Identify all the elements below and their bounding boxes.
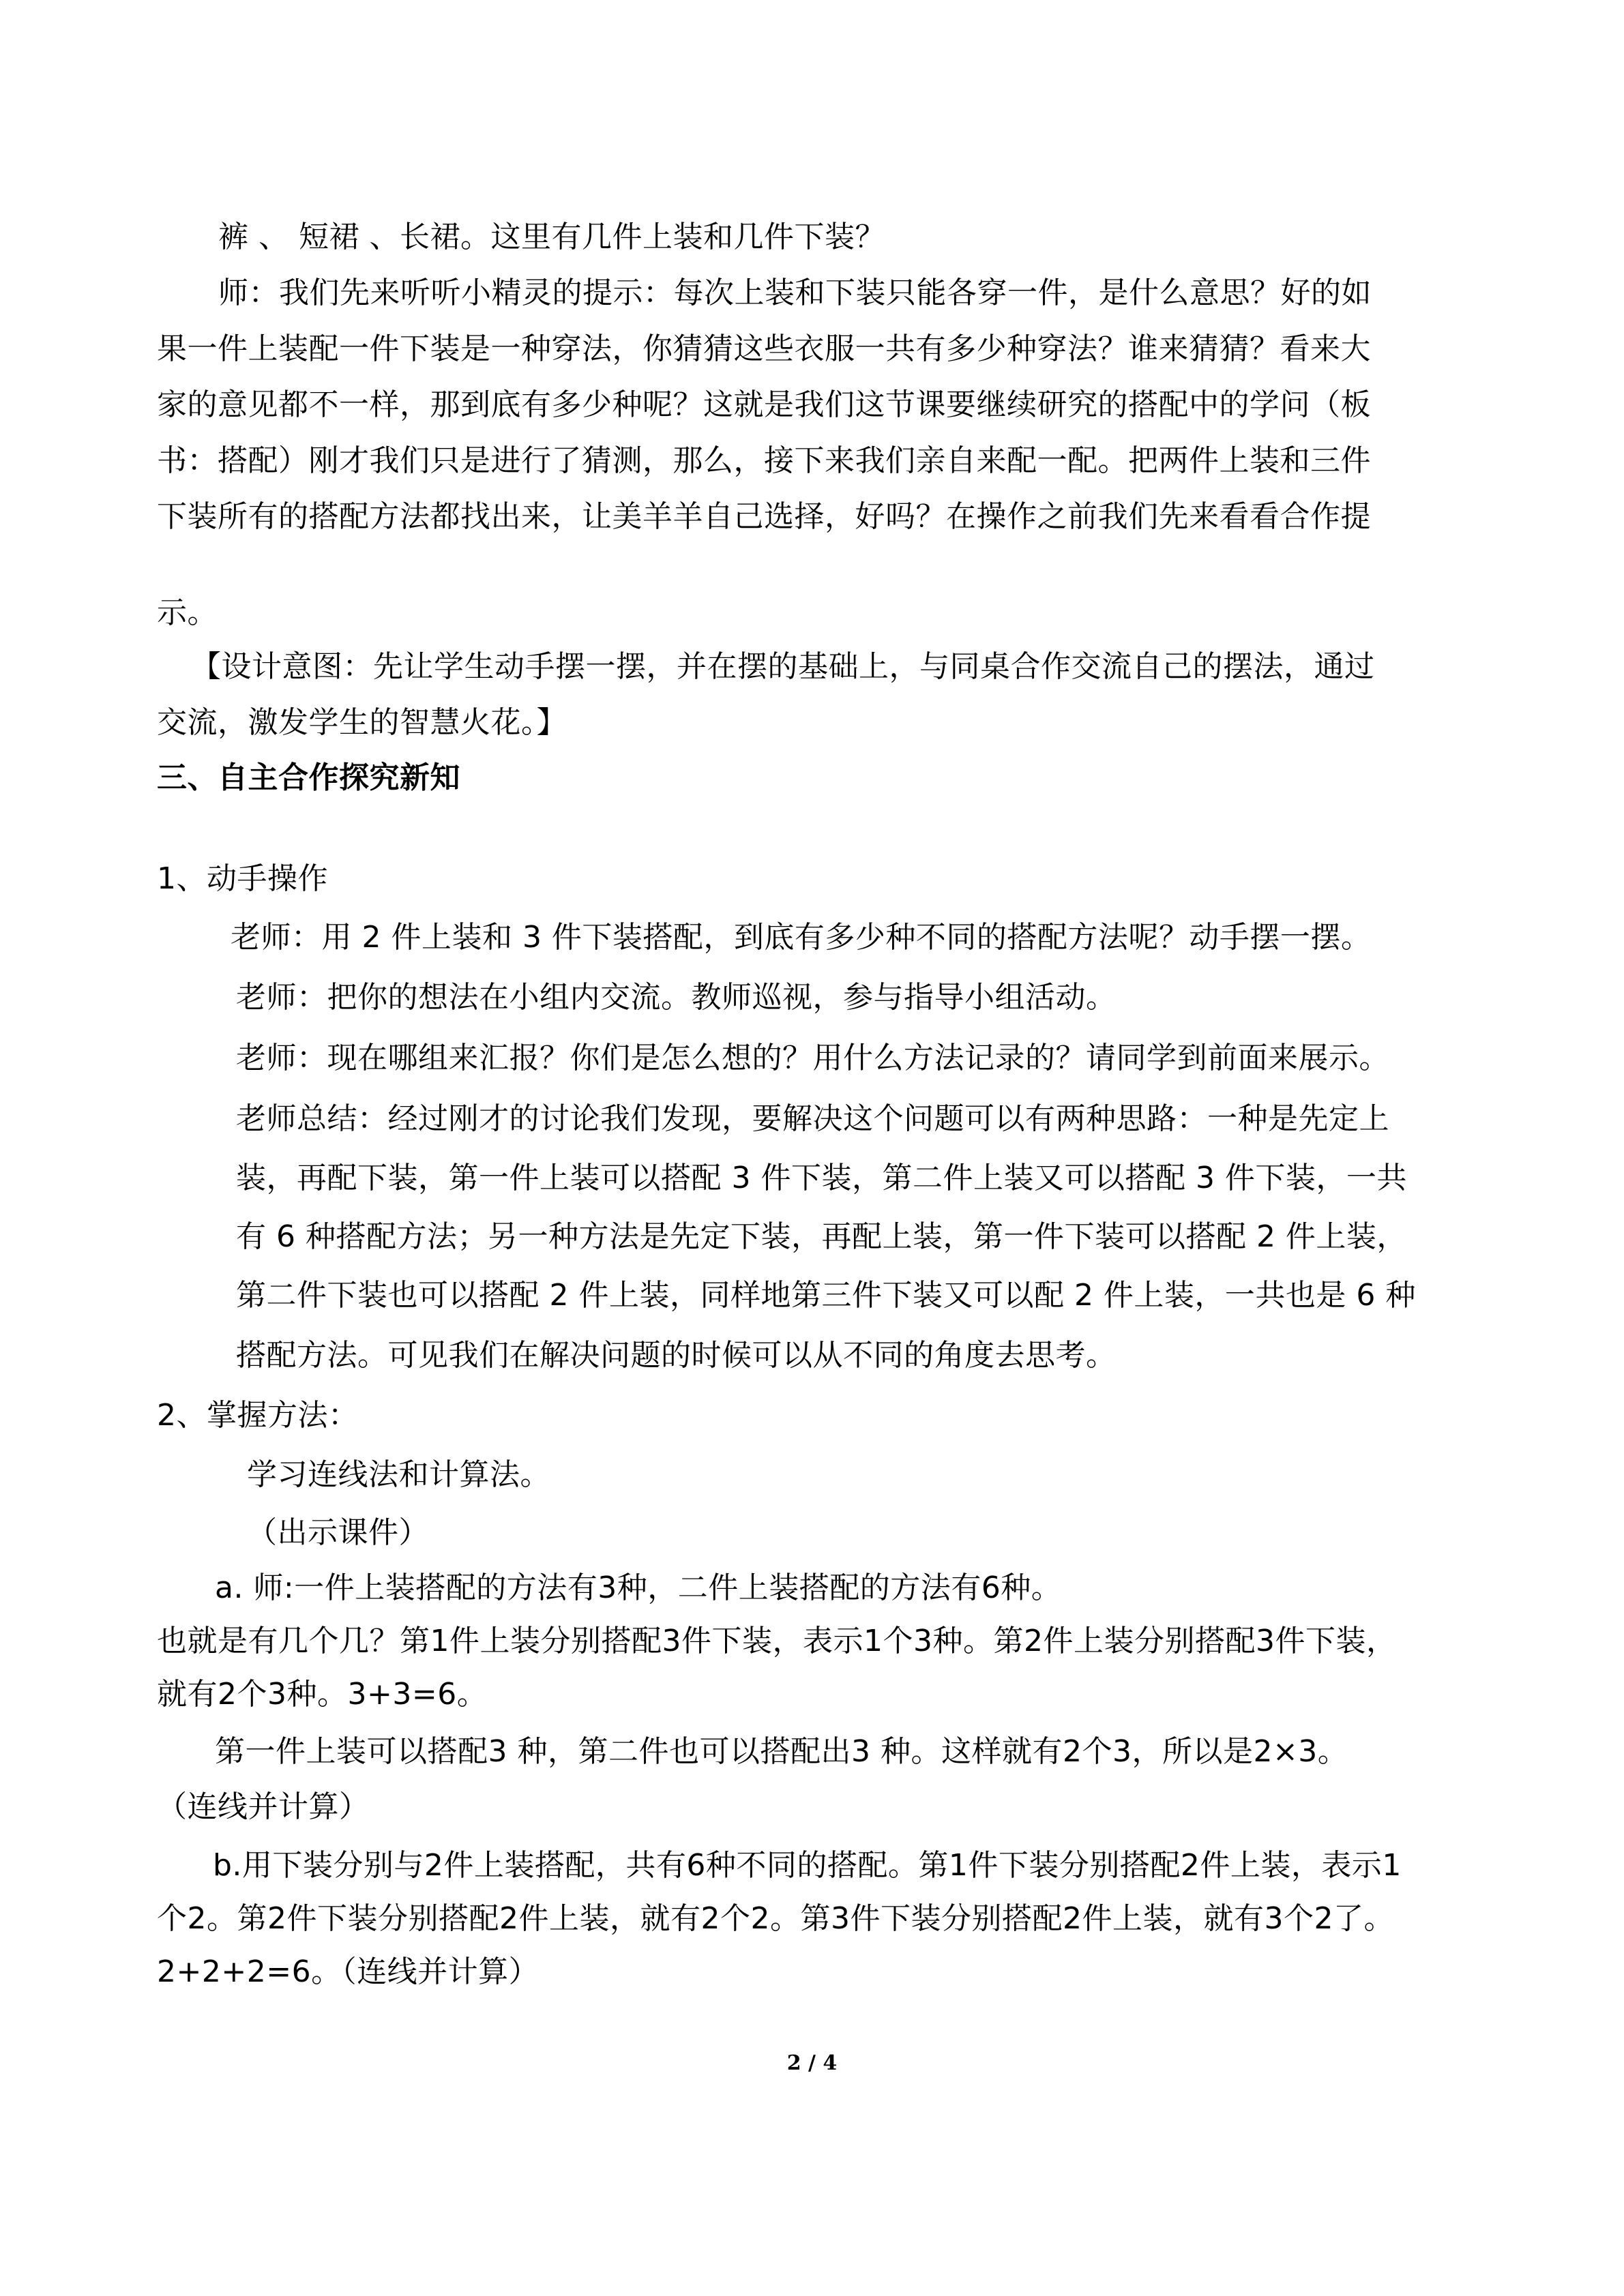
text-line-4: 家的意见都不一样，那到底有多少种呢？这就是我们这节课要继续研究的搭配中的学问（板 [157,387,1371,422]
item-a-line-1: a. 师:一件上装搭配的方法有3种，二件上装搭配的方法有6种。 [215,1570,1062,1605]
item-b-line-2: 个2。第2件下装分别搭配2件上装，就有2个2。第3件下装分别搭配2件上装，就有3个2了。 [157,1901,1394,1936]
item-b-line-1: b.用下装分别与2件上装搭配，共有6种不同的搭配。第1件下装分别搭配2件上装，表示1 [213,1848,1402,1883]
design-intent-line-2: 交流，激发学生的智慧火花。】 [157,705,567,740]
design-intent-line-1: 【设计意图：先让学生动手摆一摆，并在摆的基础上，与同桌合作交流自己的摆法，通过 [191,649,1375,684]
summary-line-4: 第二件下装也可以搭配 2 件上装，同样地第三件下装又可以配 2 件上装，一共也是 6 种 [236,1278,1416,1313]
summary-line-3: 有 6 种搭配方法；另一种方法是先定下装，再配上装，第一件下装可以搭配 2 件上装， [236,1219,1407,1254]
subheading-1: 1、动手操作 [157,861,328,896]
summary-line-2: 装，再配下装，第一件上装可以搭配 3 件下装，第二件上装又可以搭配 3 件下装，一共 [236,1161,1407,1195]
summary-line-1: 老师总结：经过刚才的讨论我们发现，要解决这个问题可以有两种思路：一种是先定上 [236,1101,1389,1136]
item-a-line-4: 第一件上装可以搭配3 种，第二件也可以搭配出3 种。这样就有2个3，所以是2×3。 [215,1734,1348,1769]
teacher-line-3: 老师：现在哪组来汇报？你们是怎么想的？用什么方法记录的？请同学到前面来展示。 [236,1041,1389,1075]
text-line-5: 书：搭配）刚才我们只是进行了猜测，那么，接下来我们亲自来配一配。把两件上装和三件 [157,443,1371,478]
item-a-line-2: 也就是有几个几？第1件上装分别搭配3件下装，表示1个3种。第2件上装分别搭配3件下装， [157,1624,1397,1658]
item-a-line-5: （连线并计算） [157,1789,370,1824]
courseware-line: （出示课件） [247,1515,429,1550]
item-b-line-3: 2+2+2=6。（连线并计算） [157,1954,540,1989]
subheading-2: 2、掌握方法： [157,1398,359,1433]
teacher-line-2: 老师：把你的想法在小组内交流。教师巡视，参与指导小组活动。 [236,980,1117,1015]
text-line-7: 示。 [157,595,218,630]
page-number: 2 / 4 [786,2051,838,2075]
section-heading-3: 三、自主合作探究新知 [157,760,460,795]
summary-line-5: 搭配方法。可见我们在解决问题的时候可以从不同的角度去思考。 [236,1338,1117,1373]
teacher-line-1: 老师：用 2 件上装和 3 件下装搭配，到底有多少种不同的搭配方法呢？动手摆一摆。 [231,920,1372,955]
method-line: 学习连线法和计算法。 [247,1457,550,1492]
item-a-line-3: 就有2个3种。3+3=6。 [157,1677,488,1712]
text-line-1: 裤 、 短裙 、长裙。这里有几件上装和几件下装？ [218,220,885,254]
text-line-3: 果一件上装配一件下装是一种穿法，你猜猜这些衣服一共有多少种穿法？谁来猜猜？看来大 [157,331,1371,366]
text-line-6: 下装所有的搭配方法都找出来，让美羊羊自己选择，好吗？在操作之前我们先来看看合作提 [157,499,1371,534]
text-line-2: 师：我们先来听听小精灵的提示：每次上装和下装只能各穿一件，是什么意思？好的如 [218,275,1372,310]
